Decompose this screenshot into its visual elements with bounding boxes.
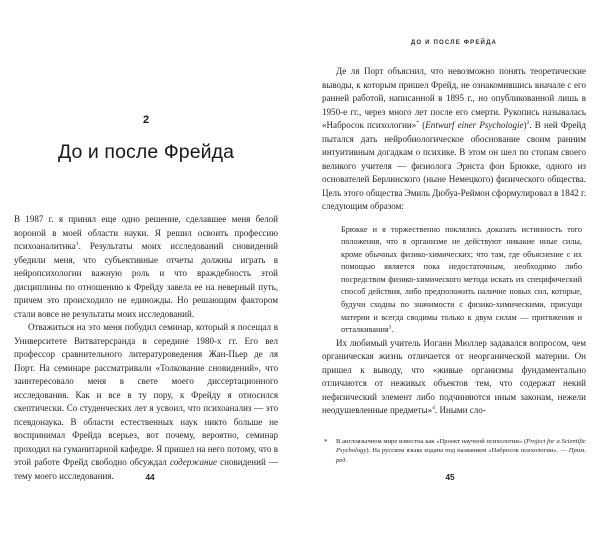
emphasis-text: содержание bbox=[169, 457, 217, 468]
footnote-ref: 2 bbox=[526, 119, 530, 126]
blockquote bbox=[322, 224, 586, 337]
paragraph-text: Отважиться на это меня побудил семинар, который я посещал в Университете Витватерсранда в середине 1980-х гг. Его вел профессор сравнительного литературоведения Жан-Пьер де ля Порт. На семинаре рассматривали «Толкование сновидений», что заинтересовало меня в свете моего диссертационного исследования. Как и все в ту пору, к Фрейду я относился скептически. Со студенческих лет я усвоил, что психоанализ — это псевдонаука. В области естественных наук никто больше не воспринимал Фрейда всерьез, вот почему, вероятно, семинар проходил на гуманитарной кафедре. Я пришел на него потому, что в этой работе Фрейд свободно обсуждал bbox=[14, 322, 278, 468]
footnote-ref: 4 bbox=[432, 405, 435, 412]
paragraph-text-cont3: . В ней Фрейд пытался дать нейробиологическое обоснование своим ранним интуитивным догадкам о психике. В этом он шел по стопам своего великого учителя — физиолога Эрнста фон Брюкке, одного из основателей Берлинского (ныне Немецкого) физического общества. Цель этого общества Эмиль Дюбуа-Реймон сформулировал в 1842 г. следующим образом: bbox=[322, 120, 586, 211]
paragraph-text-cont2: ) bbox=[523, 120, 527, 130]
footnote-star-ref: * bbox=[416, 119, 420, 126]
blockquote-text-end: . bbox=[391, 325, 394, 335]
paragraph-text-cont: сновидений — тему моего исследования. bbox=[14, 457, 278, 481]
page-number-right: 45 bbox=[445, 473, 455, 482]
paragraph-text-cont: ( bbox=[419, 120, 426, 130]
paragraph bbox=[322, 65, 586, 214]
footnote-inner bbox=[322, 437, 586, 465]
blockquote-paragraph bbox=[341, 224, 582, 337]
chapter-number: 2 bbox=[142, 114, 150, 126]
left-body-text bbox=[14, 213, 278, 483]
paragraph bbox=[322, 337, 586, 418]
paragraph-text-cont: . Результаты моих исследований сновидений убедили меня, что субъективные отчеты должны играть в нейропсихологии важную роль и что враждебность этой дисциплины по отношению к Фрейду завела ее на неверный путь, причем это происходило не единожды. Но решающим фактором стали вовсе не результаты моих исследований. bbox=[14, 241, 278, 319]
paragraph-text: Де ля Порт объяснил, что невозможно понять теоретические выводы, к которым пришел Фрейд, не ознакомившись вначале с его ранней работой, написанной в 1895 г., но опубликованной лишь в 1950-е гг., через много лет после его смерти. Рукопись называлась «Набросок психологии» bbox=[322, 66, 586, 130]
paragraph-text: Их любимый учитель Иоганн Мюллер задавался вопросом, чем органическая жизнь отличается от неорганической материи. Он пришел к выводу, что «живые организмы фундаментально отличаются от неживых объектов тем, что содержат некий нефизический элемент либо подчиняются иным законам, нежели неодушевленные предметы» bbox=[322, 337, 586, 416]
footnote-text: В англоязычном мире известна как «Проект научной психологии» ( bbox=[336, 438, 527, 445]
footnote-ref: 1 bbox=[75, 241, 79, 248]
paragraph bbox=[14, 213, 278, 321]
running-head-right: ДО И ПОСЛЕ ФРЕЙДА bbox=[410, 39, 498, 46]
footnote-block bbox=[322, 437, 586, 465]
footnote-marker-asterisk: * bbox=[324, 437, 328, 446]
footnote-editor-note: Прим. ред. bbox=[336, 447, 586, 464]
latin-title-text: Entwurf einer Psychologie bbox=[425, 120, 524, 130]
paragraph-text-cont: . Иными сло- bbox=[434, 405, 486, 416]
running-head-left-blank bbox=[14, 39, 278, 49]
chapter-title: До и после Фрейда bbox=[57, 141, 235, 163]
page-right-recto bbox=[300, 0, 600, 537]
page-number-left: 44 bbox=[145, 473, 155, 482]
footnote-ref: 3 bbox=[388, 324, 392, 331]
footnote-text-cont: ). На русском языке издана под названием «Набросок психологии». — bbox=[366, 447, 569, 455]
paragraph-text: В 1987 г. я принял еще одно решение, сделавшее меня белой вороной в моей области науки. Я решил освоить профессию психоаналитика bbox=[14, 214, 278, 252]
blockquote-text: Брюкке и я торжественно поклялись доказать истинность того положения, что в организме не действуют никакие иные силы, кроме обычных физико-химических; что там, где объяснение с их помощью является пока недостаточным, необходимо либо посредством физико-химического метода искать их специфический способ действия, либо предположить наличие новых сил, которые, будучи сходны по значимости с физико-химическими, присущи материи и всегда сводимы только к двум силам — притяжения и отталкивания bbox=[341, 224, 582, 335]
right-body-text bbox=[322, 65, 586, 418]
footnote-italic-title: Project for a Scientific Psychology bbox=[336, 438, 586, 455]
paragraph bbox=[14, 321, 278, 483]
